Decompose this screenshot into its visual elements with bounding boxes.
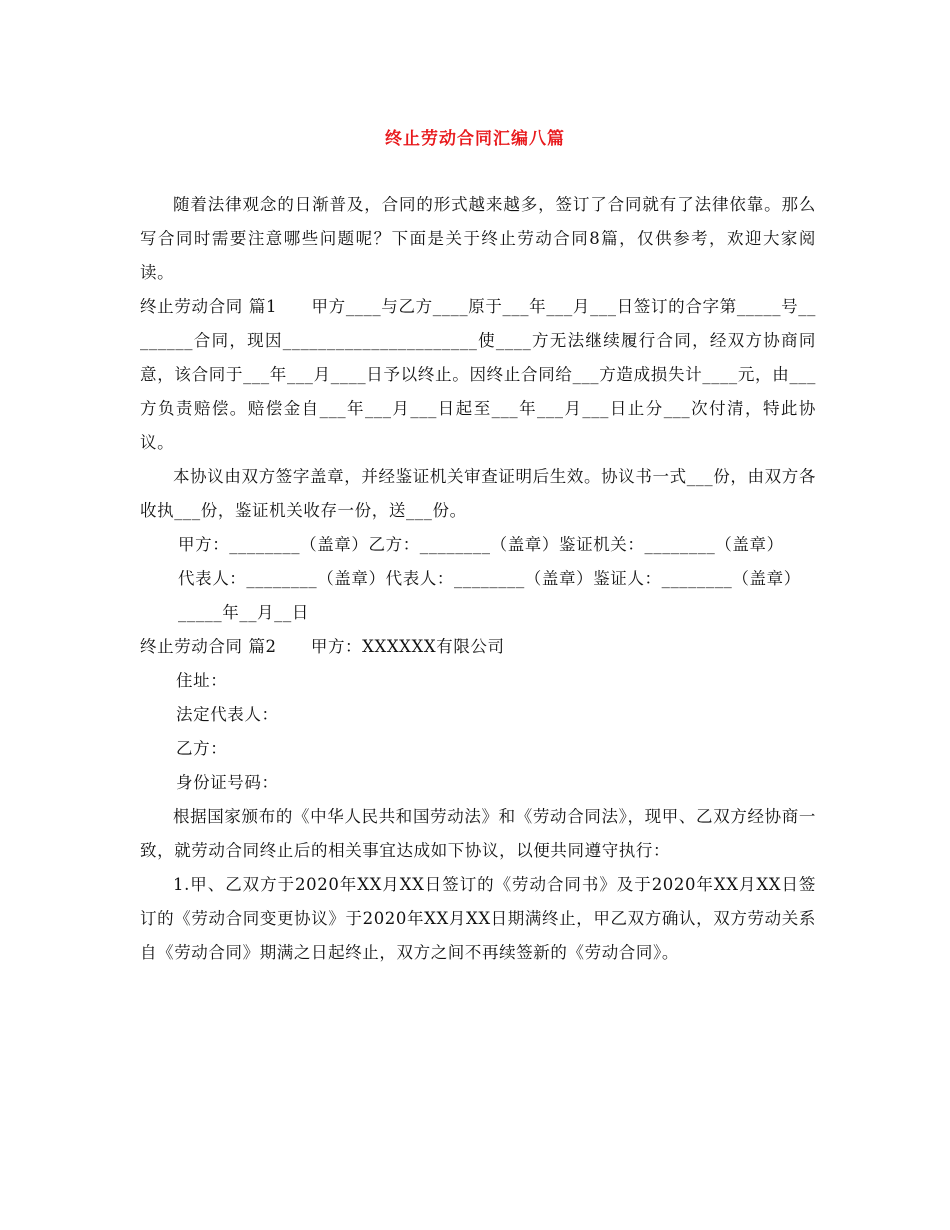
document-title: 终止劳动合同汇编八篇 (385, 129, 565, 149)
document-body (140, 188, 816, 970)
id-number-field: 身份证号码： (176, 773, 279, 792)
legal-representative-field: 法定代表人： (176, 705, 279, 724)
section-1-paragraph: 终止劳动合同 篇1 甲方____与乙方____原于___年___月___日签订的合字第_____号________合同，现因______________________使____方无法继续履行合同，经双方协商同意，该合同于___年___月____日予以终止。因终止合同给___方造成损失计____元，由___方负责赔偿。赔偿金自___年___月___日起至___年___月___日止分___次付清，特此协议。 (140, 297, 816, 452)
address-field: 住址： (176, 671, 228, 690)
clause-1-paragraph: 1.甲、乙双方于2020年XX月XX日签订的《劳动合同书》及于2020年XX月XX日签订的《劳动合同变更协议》于2020年XX月XX日期满终止，甲乙双方确认，双方劳动关系自《劳动合同》期满之日起终止，双方之间不再续签新的《劳动合同》。 (140, 875, 816, 962)
intro-paragraph: 随着法律观念的日渐普及，合同的形式越来越多，签订了合同就有了法律依靠。那么写合同时需要注意哪些问题呢？下面是关于终止劳动合同8篇，仅供参考，欢迎大家阅读。 (140, 195, 816, 282)
signature-line-parties: 甲方：________（盖章）乙方：________（盖章）鉴证机关：________（盖章） (178, 535, 784, 554)
date-line: _____年__月__日 (178, 603, 309, 622)
basis-paragraph: 根据国家颁布的《中华人民共和国劳动法》和《劳动合同法》，现甲、乙双方经协商一致，就劳动合同终止后的相关事宜达成如下协议，以便共同遵守执行： (140, 807, 816, 860)
party-b-field: 乙方： (176, 739, 228, 758)
signature-line-representatives: 代表人：________（盖章）代表人：________（盖章）鉴证人：________（盖章） (178, 569, 801, 588)
effect-paragraph: 本协议由双方签字盖章，并经鉴证机关审查证明后生效。协议书一式___份，由双方各收执___份，鉴证机关收存一份，送___份。 (140, 467, 816, 520)
section-2-heading-line: 终止劳动合同 篇2 甲方：XXXXXX有限公司 (140, 637, 505, 656)
